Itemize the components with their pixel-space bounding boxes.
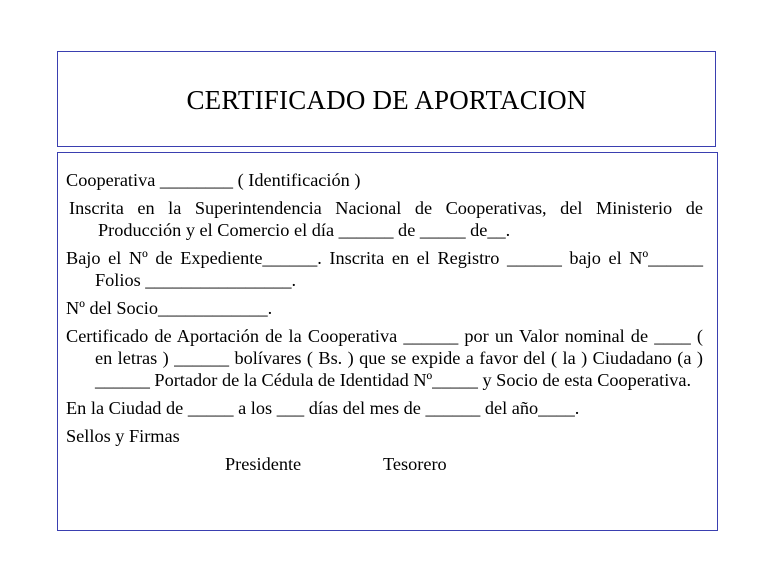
- certificate-paragraph: Certificado de Aportación de la Cooperativa ______ por un Valor nominal de ____ ( en letras ) ______ bolívares ( Bs. ) que se expide a favor del ( la ) Ciudadano (a ) ______ Portador de la Cédula de Identidad Nº_____ y Socio de esta Cooperativa.: [66, 326, 703, 390]
- city-date-line: En la Ciudad de _____ a los ___ días del mes de ______ del año____.: [66, 398, 580, 418]
- treasurer-signature-label: Tesorero: [383, 454, 447, 474]
- certificate-body: [57, 152, 718, 531]
- title-box: [57, 51, 716, 147]
- seals-signatures-line: Sellos y Firmas: [66, 426, 180, 446]
- signature-row: [66, 453, 703, 475]
- inscription-paragraph: Inscrita en la Superintendencia Nacional de Cooperativas, del Ministerio de Producción y el Comercio el día ______ de _____ de__.: [69, 198, 703, 240]
- expediente-paragraph: Bajo el Nº de Expediente______. Inscrita en el Registro ______ bajo el Nº______ Folios ________________.: [66, 248, 703, 290]
- president-signature-label: Presidente: [225, 454, 302, 474]
- cooperativa-line: Cooperativa ________ ( Identificación ): [66, 170, 361, 190]
- socio-number-line: Nº del Socio____________.: [66, 298, 273, 318]
- document-title: CERTIFICADO DE APORTACION: [186, 84, 587, 115]
